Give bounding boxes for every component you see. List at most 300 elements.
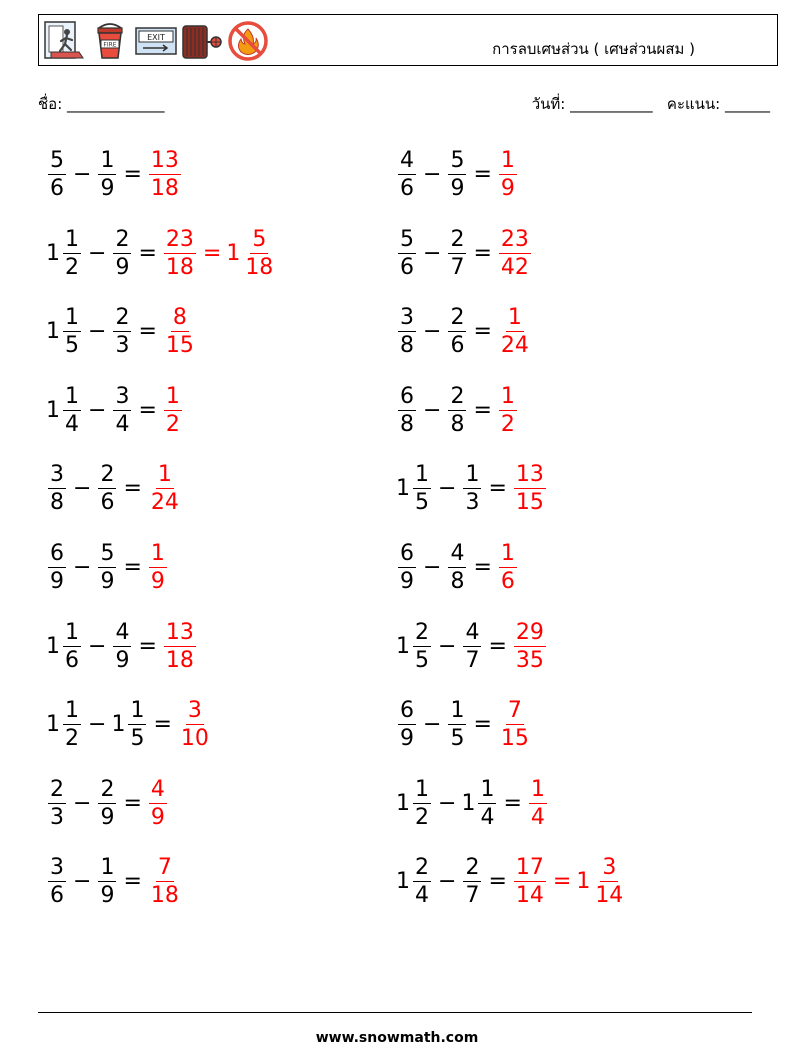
minuend-whole: 1 <box>396 790 410 816</box>
answer <box>147 150 183 200</box>
minuend-whole: 1 <box>46 712 60 738</box>
subtrahend-denominator: 9 <box>100 883 115 909</box>
answer-improper-numerator: 23 <box>165 226 194 252</box>
answer-improper-denominator: 10 <box>180 726 209 752</box>
subtrahend-fraction <box>113 307 131 357</box>
answer <box>147 464 183 514</box>
minuend-denominator: 8 <box>50 490 64 516</box>
answer-improper <box>162 307 198 357</box>
minuend-numerator: 2 <box>50 776 64 802</box>
answer-mixed-whole: 1 <box>226 240 241 266</box>
equals-sign: = <box>488 476 507 502</box>
subtrahend-denominator: 8 <box>450 569 465 594</box>
date-field: วันที่: ___________ <box>531 95 653 113</box>
answer-improper <box>177 700 213 750</box>
subtrahend-numerator: 1 <box>100 148 115 173</box>
minus-sign: − <box>423 712 442 738</box>
fire-hose-reel-icon <box>181 20 223 62</box>
equals-sign: = <box>473 162 492 187</box>
answer-improper <box>162 619 198 673</box>
answer <box>497 226 533 280</box>
minuend-numerator: 4 <box>400 148 414 173</box>
subtrahend-fraction <box>448 383 466 437</box>
subtrahend <box>96 776 118 830</box>
problem-item <box>396 538 519 598</box>
subtrahend-denominator: 6 <box>450 333 465 359</box>
minus-sign: − <box>73 476 92 502</box>
minuend <box>396 464 433 514</box>
minuend-whole: 1 <box>46 240 60 266</box>
footer-divider <box>38 1012 752 1013</box>
answer-improper <box>497 307 533 357</box>
subtrahend-denominator: 7 <box>450 254 465 280</box>
subtrahend <box>111 307 133 357</box>
minuend-numerator: 3 <box>50 855 64 881</box>
subtrahend <box>96 857 118 907</box>
problem-item <box>46 302 198 362</box>
subtrahend-fraction <box>448 226 466 280</box>
bucket-label: FIRE <box>103 41 117 49</box>
answer-mixed-denominator: 14 <box>595 883 624 909</box>
fire-bucket-icon <box>89 20 131 62</box>
minuend-fraction <box>398 700 416 750</box>
answer-improper-numerator: 29 <box>515 619 544 645</box>
problem-item <box>46 774 169 834</box>
no-fire-icon <box>227 20 269 62</box>
equals-sign: = <box>123 162 142 187</box>
subtrahend-denominator: 9 <box>450 176 465 201</box>
minus-sign: − <box>438 476 457 502</box>
minuend-fraction <box>413 776 431 830</box>
answer-improper-denominator: 14 <box>515 883 544 909</box>
answer-mixed-numerator: 5 <box>252 226 267 252</box>
minuend-fraction <box>413 464 431 514</box>
answer-improper <box>512 464 548 514</box>
emergency-exit-sign-icon <box>43 20 85 62</box>
answer-improper-fraction <box>164 226 196 280</box>
minuend-denominator: 8 <box>400 411 414 437</box>
minuend-numerator: 1 <box>65 619 79 645</box>
subtrahend-numerator: 5 <box>450 148 465 173</box>
minuend-numerator: 1 <box>65 698 79 724</box>
minuend-fraction <box>48 464 66 514</box>
answer-improper <box>512 857 548 907</box>
minuend-whole: 1 <box>396 633 410 659</box>
problem-item <box>46 852 183 912</box>
minuend-denominator: 9 <box>400 726 414 752</box>
equals-sign: = <box>123 869 142 895</box>
answer-improper-denominator: 6 <box>500 569 515 594</box>
minuend <box>46 700 83 750</box>
subtrahend-denominator: 9 <box>115 647 130 673</box>
subtrahend-denominator: 9 <box>100 176 115 201</box>
answer-improper-denominator: 9 <box>150 569 165 594</box>
subtrahend-denominator: 8 <box>450 411 465 437</box>
subtrahend-numerator: 1 <box>100 855 115 881</box>
answer-equals-sign: = <box>552 869 572 895</box>
answer-improper-numerator: 1 <box>530 776 545 802</box>
answer-improper <box>147 776 169 830</box>
minuend-denominator: 6 <box>50 883 64 909</box>
answer-improper-denominator: 35 <box>515 647 544 673</box>
problem-item <box>396 459 548 519</box>
subtrahend-fraction <box>113 226 131 280</box>
minuend <box>396 307 418 357</box>
subtrahend-fraction <box>448 307 466 357</box>
problem-item <box>396 774 549 834</box>
answer-improper-denominator: 24 <box>150 490 179 516</box>
subtrahend-fraction <box>463 619 481 673</box>
answer-improper-fraction <box>164 619 196 673</box>
answer <box>162 383 184 437</box>
minuend <box>46 464 68 514</box>
minuend <box>46 776 68 830</box>
answer-improper-fraction <box>499 226 531 280</box>
answer-improper-fraction <box>514 464 546 514</box>
subtrahend-fraction <box>463 857 481 907</box>
minuend-fraction <box>48 857 66 907</box>
answer-improper <box>162 383 184 437</box>
answer-improper-denominator: 15 <box>500 726 529 752</box>
answer-improper-numerator: 4 <box>150 776 165 802</box>
answer-mixed-denominator: 18 <box>245 254 274 280</box>
answer-improper-fraction <box>149 150 181 200</box>
answer <box>512 464 548 514</box>
subtrahend-numerator: 1 <box>130 698 145 724</box>
problem-item <box>46 224 277 284</box>
subtrahend-fraction <box>448 150 466 200</box>
answer-improper-denominator: 9 <box>150 804 165 830</box>
minuend-numerator: 1 <box>65 305 79 331</box>
minuend-denominator: 5 <box>65 333 79 359</box>
subtrahend-denominator: 3 <box>465 490 480 516</box>
problem-item <box>46 538 169 598</box>
answer-improper-numerator: 13 <box>150 148 179 173</box>
equals-sign: = <box>123 476 142 502</box>
subtrahend-fraction <box>478 776 496 830</box>
answer-improper-fraction <box>499 383 517 437</box>
answer-improper-denominator: 18 <box>150 883 179 909</box>
answer <box>497 150 519 200</box>
minuend <box>396 857 433 907</box>
subtrahend-denominator: 4 <box>480 804 495 830</box>
equals-sign: = <box>473 712 492 738</box>
minuend-numerator: 6 <box>400 541 414 566</box>
subtrahend-fraction <box>98 464 116 514</box>
minuend-numerator: 6 <box>400 698 414 724</box>
answer <box>497 700 533 750</box>
minuend-whole: 1 <box>396 869 410 895</box>
equals-sign: = <box>123 790 142 816</box>
equals-sign: = <box>138 397 157 423</box>
problem-item <box>396 852 627 912</box>
equals-sign: = <box>488 633 507 659</box>
minuend-numerator: 6 <box>50 541 64 566</box>
subtrahend-denominator: 5 <box>130 726 145 752</box>
answer-improper-numerator: 13 <box>165 619 194 645</box>
minuend <box>46 307 83 357</box>
minuend <box>396 226 418 280</box>
subtrahend-fraction <box>128 700 146 750</box>
minuend-denominator: 6 <box>400 176 414 201</box>
answer-improper-numerator: 1 <box>500 148 515 173</box>
answer-improper-fraction <box>164 383 182 437</box>
answer-improper-numerator: 7 <box>157 855 172 881</box>
answer-improper-denominator: 18 <box>150 176 179 201</box>
answer <box>512 619 548 673</box>
minus-sign: − <box>73 555 92 580</box>
answer-improper-fraction <box>499 700 531 750</box>
subtrahend <box>111 226 133 280</box>
problem-item <box>46 695 213 755</box>
minuend-fraction <box>63 307 81 357</box>
subtrahend-numerator: 4 <box>465 619 480 645</box>
answer-improper-numerator: 1 <box>500 541 515 566</box>
minus-sign: − <box>423 555 442 580</box>
minuend-fraction <box>48 150 66 200</box>
subtrahend <box>111 383 133 437</box>
minuend-fraction <box>63 619 81 673</box>
subtrahend-numerator: 2 <box>100 462 115 488</box>
minuend-fraction <box>398 150 416 200</box>
minus-sign: − <box>438 790 457 816</box>
answer-improper-denominator: 4 <box>530 804 545 830</box>
equals-sign: = <box>138 319 157 345</box>
answer-improper <box>162 226 198 280</box>
subtrahend-denominator: 3 <box>115 333 130 359</box>
answer <box>162 307 198 357</box>
minuend <box>396 383 418 437</box>
minuend-numerator: 1 <box>65 226 79 252</box>
minus-sign: − <box>438 633 457 659</box>
minuend-fraction <box>63 226 81 280</box>
answer <box>512 857 627 907</box>
answer-improper-denominator: 9 <box>500 176 515 201</box>
answer-improper-fraction <box>164 307 196 357</box>
minuend <box>396 543 418 593</box>
minuend <box>46 150 68 200</box>
minuend <box>46 619 83 673</box>
answer-improper-fraction <box>514 857 546 907</box>
header-icons <box>43 18 269 64</box>
equals-sign: = <box>473 319 492 345</box>
equals-sign: = <box>153 712 172 738</box>
minuend-fraction <box>48 543 66 593</box>
problem-item <box>46 145 183 205</box>
subtrahend-numerator: 2 <box>450 305 465 331</box>
minuend-denominator: 5 <box>415 490 429 516</box>
answer <box>497 307 533 357</box>
answer-improper-fraction <box>499 307 531 357</box>
subtrahend <box>96 150 118 200</box>
answer-improper <box>512 619 548 673</box>
subtrahend-denominator: 9 <box>100 804 115 830</box>
answer-improper <box>147 464 183 514</box>
worksheet-title: การลบเศษส่วน ( เศษส่วนผสม ) <box>492 40 695 58</box>
subtrahend-numerator: 2 <box>450 226 465 252</box>
minus-sign: − <box>73 790 92 816</box>
answer-improper-denominator: 2 <box>165 411 180 437</box>
subtrahend <box>461 619 483 673</box>
answer-improper-numerator: 1 <box>507 305 522 331</box>
answer-improper-denominator: 18 <box>165 254 194 280</box>
answer <box>527 776 549 830</box>
subtrahend <box>111 700 148 750</box>
subtrahend-fraction <box>463 464 481 514</box>
subtrahend <box>446 307 468 357</box>
minuend-denominator: 8 <box>400 333 414 359</box>
answer <box>162 619 198 673</box>
minuend-whole: 1 <box>46 633 60 659</box>
equals-sign: = <box>473 397 492 423</box>
subtrahend-numerator: 3 <box>115 383 130 409</box>
minuend-denominator: 6 <box>50 176 64 201</box>
subtrahend <box>446 150 468 200</box>
answer-improper-denominator: 2 <box>500 411 515 437</box>
answer-improper-denominator: 15 <box>515 490 544 516</box>
answer-mixed-whole: 1 <box>576 869 591 895</box>
subtrahend <box>96 543 118 593</box>
subtrahend-numerator: 4 <box>450 541 465 566</box>
minuend-denominator: 2 <box>65 254 79 280</box>
answer <box>497 543 519 593</box>
minuend-numerator: 3 <box>50 462 64 488</box>
minuend-numerator: 5 <box>400 226 414 252</box>
subtrahend-whole: 1 <box>461 790 476 816</box>
minuend-denominator: 4 <box>65 411 79 437</box>
minuend-denominator: 5 <box>415 647 429 673</box>
minuend-numerator: 6 <box>400 383 414 409</box>
subtrahend-numerator: 1 <box>450 698 465 724</box>
minuend <box>396 700 418 750</box>
answer-improper-numerator: 1 <box>157 462 172 488</box>
name-field: ชื่อ: _____________ <box>38 95 165 113</box>
minus-sign: − <box>88 712 107 738</box>
problem-item <box>46 459 183 519</box>
score-field: คะแนน: ______ <box>666 95 770 113</box>
equals-sign: = <box>503 790 522 816</box>
minus-sign: − <box>423 397 442 423</box>
minus-sign: − <box>88 397 107 423</box>
subtrahend-numerator: 2 <box>100 776 115 802</box>
exit-label: EXIT <box>147 33 165 42</box>
equals-sign: = <box>123 555 142 580</box>
subtrahend-fraction <box>98 776 116 830</box>
minuend-fraction <box>48 776 66 830</box>
subtrahend-denominator: 7 <box>465 883 480 909</box>
minuend-fraction <box>63 700 81 750</box>
minuend-fraction <box>413 857 431 907</box>
minuend-numerator: 1 <box>415 776 429 802</box>
minuend <box>46 383 83 437</box>
answer-improper-fraction <box>499 543 517 593</box>
problem-item <box>396 617 548 677</box>
minuend-denominator: 2 <box>415 804 429 830</box>
answer-improper <box>497 700 533 750</box>
answer-improper-fraction <box>179 700 211 750</box>
answer-improper-numerator: 1 <box>500 383 515 409</box>
subtrahend-numerator: 2 <box>465 855 480 881</box>
subtrahend <box>461 857 483 907</box>
problem-item <box>396 224 533 284</box>
problem-item <box>396 302 533 362</box>
minuend-numerator: 1 <box>415 462 429 488</box>
minuend <box>46 226 83 280</box>
subtrahend-numerator: 5 <box>100 541 115 566</box>
subtrahend-fraction <box>98 857 116 907</box>
answer-improper-denominator: 15 <box>165 333 194 359</box>
answer <box>147 776 169 830</box>
answer-improper-denominator: 18 <box>165 647 194 673</box>
answer-improper-fraction <box>149 543 167 593</box>
answer-improper-numerator: 1 <box>150 541 165 566</box>
answer-improper-fraction <box>149 857 181 907</box>
minus-sign: − <box>88 240 107 266</box>
answer-improper <box>497 226 533 280</box>
minuend <box>46 857 68 907</box>
minus-sign: − <box>423 240 442 266</box>
subtrahend-numerator: 1 <box>465 462 480 488</box>
problem-item <box>396 695 533 755</box>
answer-improper-numerator: 13 <box>515 462 544 488</box>
subtrahend <box>446 226 468 280</box>
answer-improper <box>147 543 169 593</box>
answer-improper-fraction <box>149 776 167 830</box>
answer-improper <box>497 543 519 593</box>
subtrahend <box>446 383 468 437</box>
answer-improper-fraction <box>529 776 547 830</box>
equals-sign: = <box>473 555 492 580</box>
minuend-fraction <box>398 226 416 280</box>
minus-sign: − <box>423 162 442 187</box>
subtrahend-denominator: 4 <box>115 411 130 437</box>
answer-improper-numerator: 8 <box>172 305 187 331</box>
answer-mixed-fraction <box>243 226 275 280</box>
minuend-denominator: 9 <box>400 569 414 594</box>
minuend-whole: 1 <box>46 319 60 345</box>
subtrahend-numerator: 2 <box>450 383 465 409</box>
subtrahend-whole: 1 <box>111 712 126 738</box>
minuend-fraction <box>398 307 416 357</box>
subtrahend-fraction <box>448 700 466 750</box>
minuend-fraction <box>63 383 81 437</box>
minuend-fraction <box>398 383 416 437</box>
equals-sign: = <box>488 869 507 895</box>
minuend-denominator: 6 <box>65 647 79 673</box>
subtrahend <box>96 464 118 514</box>
answer-mixed <box>576 857 627 907</box>
problem-item <box>396 381 519 441</box>
answer-mixed <box>226 226 277 280</box>
minuend-numerator: 5 <box>50 148 64 173</box>
equals-sign: = <box>473 240 492 266</box>
minuend <box>46 543 68 593</box>
minus-sign: − <box>88 633 107 659</box>
answer <box>147 857 183 907</box>
answer-improper <box>497 150 519 200</box>
minus-sign: − <box>423 319 442 345</box>
subtrahend-denominator: 9 <box>115 254 130 280</box>
answer-improper-fraction <box>149 464 181 514</box>
subtrahend-fraction <box>113 619 131 673</box>
minuend-numerator: 3 <box>400 305 414 331</box>
problem-item <box>46 381 184 441</box>
minuend-denominator: 3 <box>50 804 64 830</box>
subtrahend <box>461 464 483 514</box>
answer <box>497 383 519 437</box>
answer-improper-numerator: 23 <box>500 226 529 252</box>
answer <box>147 543 169 593</box>
